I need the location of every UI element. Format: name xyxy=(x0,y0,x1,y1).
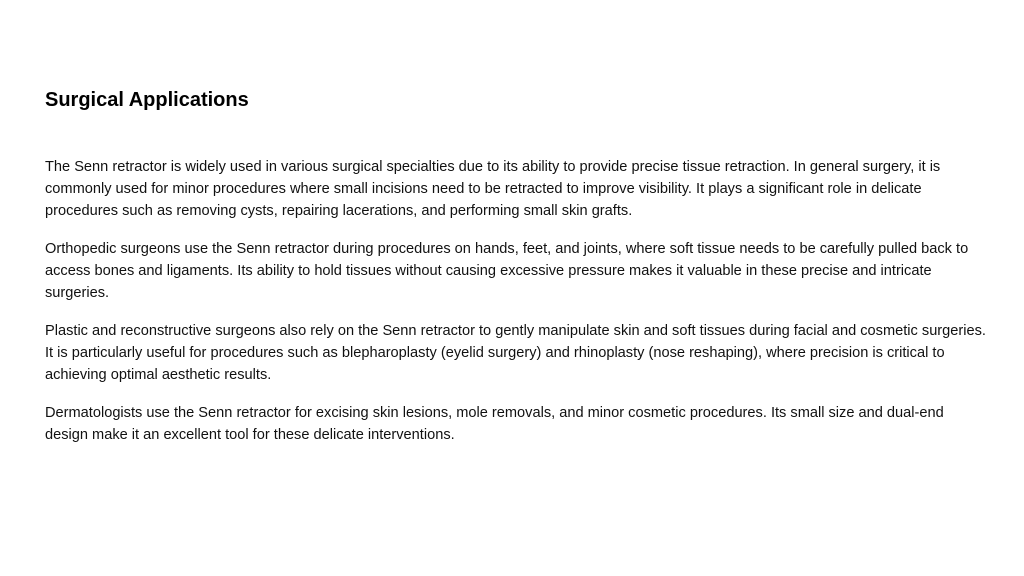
paragraph-dermatology: Dermatologists use the Senn retractor for excising skin lesions, mole removals, and minor cosmetic procedures. Its small size and dual-end design make it an excellent tool for these delicate interventions. xyxy=(45,405,944,443)
slide-title: Surgical Applications xyxy=(45,89,249,111)
paragraph-orthopedic: Orthopedic surgeons use the Senn retractor during procedures on hands, feet, and joints, where soft tissue needs to be carefully pulled back to access bones and ligaments. Its ability to hold tissues without causing excessive pressure makes it valuable in these precise and intricate surgeries. xyxy=(45,241,969,301)
slide xyxy=(45,0,990,576)
slide-body xyxy=(45,156,990,462)
paragraph-plastic-reconstructive: Plastic and reconstructive surgeons also rely on the Senn retractor to gently manipulate skin and soft tissues during facial and cosmetic surgeries. It is particularly useful for procedures such as blepharoplasty (eyelid surgery) and rhinoplasty (nose reshaping), where precision is critical to achieving optimal aesthetic results. xyxy=(45,323,986,383)
paragraph-general-surgery: The Senn retractor is widely used in various surgical specialties due to its ability to provide precise tissue retraction. In general surgery, it is commonly used for minor procedures where small incisions need to be retracted to improve visibility. It plays a significant role in delicate procedures such as removing cysts, repairing lacerations, and performing small skin grafts. xyxy=(45,159,941,219)
